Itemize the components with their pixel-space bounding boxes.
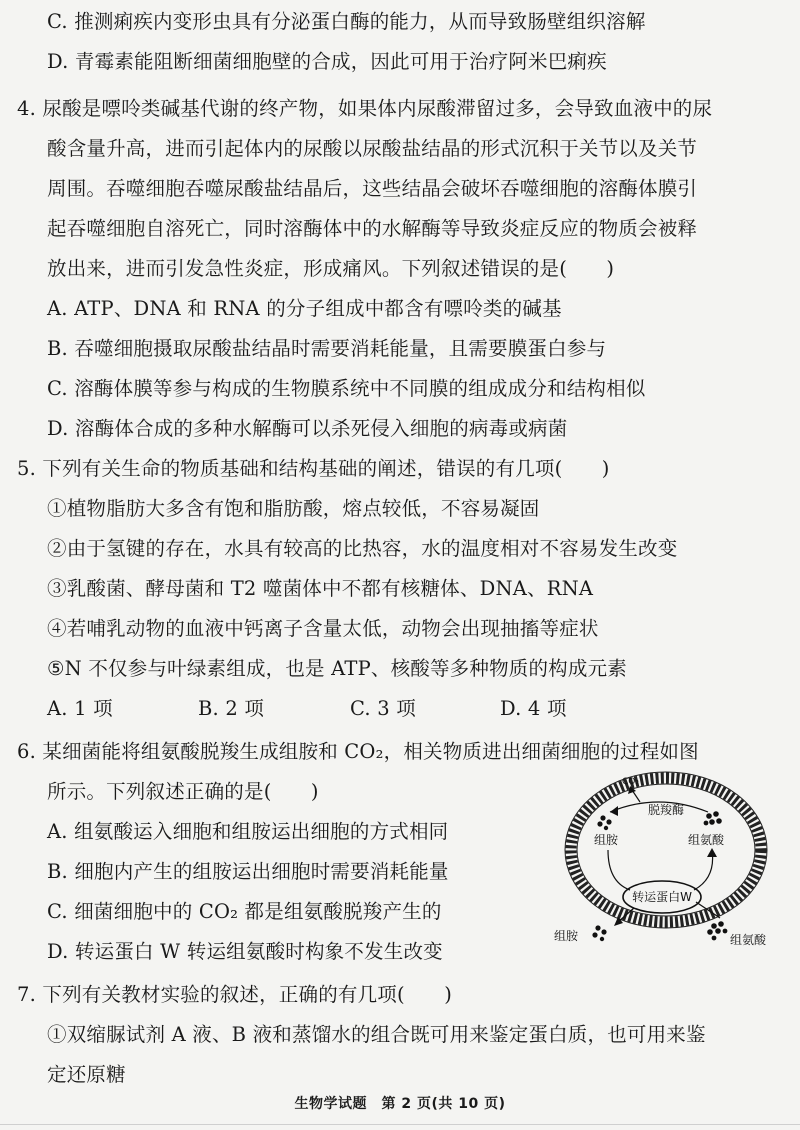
q6-option-d: D. 转运蛋白 W 转运组氨酸时构象不发生改变: [47, 940, 443, 963]
outer-histidine-dots: [707, 921, 727, 940]
q5-statement-4: ④若哺乳动物的血液中钙离子含量太低，动物会出现抽搐等症状: [47, 617, 599, 640]
q5-statement-3: ③乳酸菌、酵母菌和 T2 噬菌体中不都有核糖体、DNA、RNA: [47, 577, 594, 600]
co2-label: CO₂: [622, 777, 639, 787]
histamine-export-curve: [608, 850, 630, 890]
q7-statement-1-line-1: ①双缩脲试剂 A 液、B 液和蒸馏水的组合既可用来鉴定蛋白质，也可用来鉴: [47, 1023, 706, 1046]
inner-histidine-dots: [704, 811, 722, 825]
q5-option-c: C. 3 项: [350, 697, 416, 720]
outer-histamine-dots: [592, 925, 606, 941]
q4-option-d: D. 溶酶体合成的多种水解酶可以杀死侵入细胞的病毒或病菌: [47, 417, 568, 440]
q6-stem-line-1: 6. 某细菌能将组氨酸脱羧生成组胺和 CO₂，相关物质进出细菌细胞的过程如图: [17, 740, 699, 763]
q4-option-c: C. 溶酶体膜等参与构成的生物膜系统中不同膜的组成成分和结构相似: [47, 377, 646, 400]
q5-statement-5: ⑤N 不仅参与叶绿素组成，也是 ATP、核酸等多种物质的构成元素: [47, 657, 627, 680]
q6-option-c: C. 细菌细胞中的 CO₂ 都是组氨酸脱羧产生的: [47, 900, 442, 923]
q4-stem-line-3: 周围。吞噬细胞吞噬尿酸盐结晶后，这些结晶会破坏吞噬细胞的溶酶体膜引: [47, 177, 698, 200]
q7-stem: 7. 下列有关教材实验的叙述，正确的有几项( ): [17, 983, 453, 1006]
q6-option-b: B. 细胞内产生的组胺运出细胞时需要消耗能量: [47, 860, 449, 883]
inner-histidine-label: 组氨酸: [688, 833, 725, 847]
decarboxylase-label: 脱羧酶: [648, 803, 685, 817]
q5-option-a: A. 1 项: [47, 697, 113, 720]
q5-statement-1: ①植物脂肪大多含有饱和脂肪酸，熔点较低，不容易凝固: [47, 497, 540, 520]
q5-statement-2: ②由于氢键的存在，水具有较高的比热容，水的温度相对不容易发生改变: [47, 537, 678, 560]
outer-histamine-label: 组胺: [554, 929, 579, 943]
q4-option-a: A. ATP、DNA 和 RNA 的分子组成中都含有嘌呤类的碱基: [47, 297, 562, 320]
page-footer: 生物学试题 第 2 页(共 10 页): [294, 1096, 506, 1112]
histidine-import-arrowhead: [707, 848, 717, 857]
q6-option-a: A. 组氨酸运入细胞和组胺运出细胞的方式相同: [47, 820, 449, 843]
inner-histamine-label: 组胺: [594, 833, 619, 847]
q4-option-b: B. 吞噬细胞摄取尿酸盐结晶时需要消耗能量，且需要膜蛋白参与: [47, 337, 607, 360]
q7-statement-1-line-2: 定还原糖: [47, 1063, 126, 1086]
q5-option-d: D. 4 项: [500, 697, 567, 720]
q6-stem-line-2: 所示。下列叙述正确的是( ): [47, 780, 319, 803]
bottom-divider: [0, 1124, 800, 1125]
outer-histidine-label: 组氨酸: [730, 933, 767, 947]
q4-stem-line-1: 4. 尿酸是嘌呤类碱基代谢的终产物，如果体内尿酸滞留过多，会导致血液中的尿: [17, 97, 713, 120]
q3-option-c: C. 推测痢疾内变形虫具有分泌蛋白酶的能力，从而导致肠壁组织溶解: [47, 10, 646, 33]
q4-stem-line-5: 放出来，进而引发急性炎症，形成痛风。下列叙述错误的是( ): [47, 257, 615, 280]
q5-stem: 5. 下列有关生命的物质基础和结构基础的阐述，错误的有几项( ): [17, 457, 610, 480]
bacteria-transport-diagram: [548, 770, 780, 960]
q5-option-b: B. 2 项: [198, 697, 265, 720]
transporter-w-label: 转运蛋白W: [632, 890, 692, 904]
q3-option-d: D. 青霉素能阻断细菌细胞壁的合成，因此可用于治疗阿米巴痢疾: [47, 50, 607, 73]
q4-stem-line-2: 酸含量升高，进而引起体内的尿酸以尿酸盐结晶的形式沉积于关节以及关节: [47, 137, 698, 160]
inner-histamine-dots: [597, 815, 611, 830]
q4-stem-line-4: 起吞噬细胞自溶死亡，同时溶酶体中的水解酶等导致炎症反应的物质会被释: [47, 217, 698, 240]
